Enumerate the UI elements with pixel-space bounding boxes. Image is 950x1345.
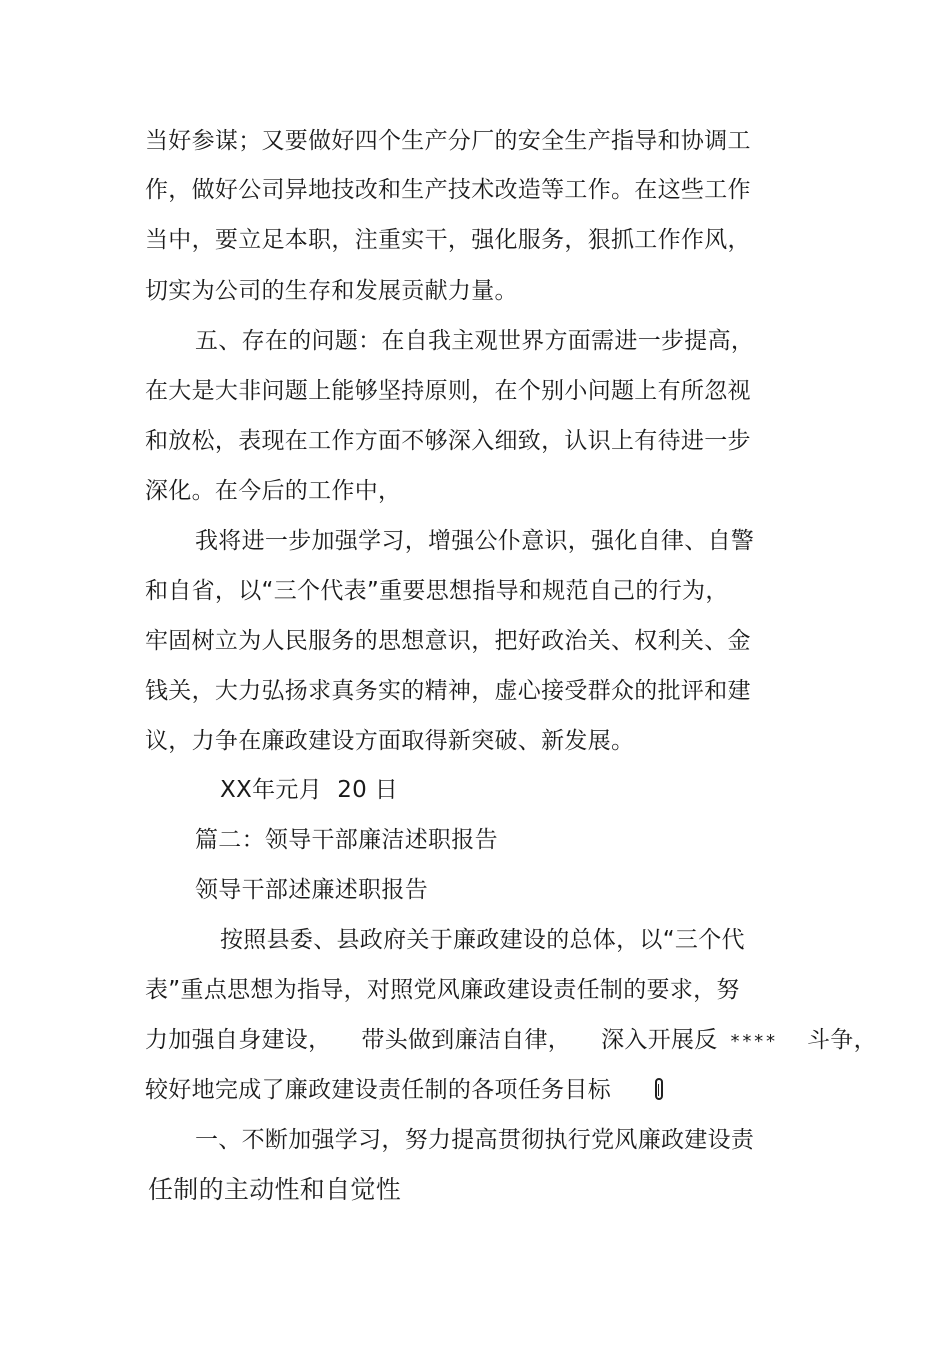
report-title: 领导干部述廉述职报告 [195, 877, 428, 903]
paragraph-start-line: 五、存在的问题：在自我主观世界方面需进一步提高， [195, 328, 755, 354]
text-line: 钱关，大力弘扬求真务实的精神，虚心接受群众的批评和建 [145, 678, 751, 704]
text-segment: 力加强自身建设， [145, 1027, 332, 1053]
text-line: 牢固树立为人民服务的思想意识，把好政治关、权利关、金 [145, 628, 751, 654]
section-heading-continuation: 任制的主动性和自觉性 [148, 1175, 402, 1204]
section-heading: 篇二：领导干部廉洁述职报告 [195, 827, 498, 853]
text-segment: 斗争， [806, 1027, 877, 1053]
paragraph-start-line: 按照县委、县政府关于廉政建设的总体，以“三个代 [220, 927, 745, 953]
text-line: 和自省，以“三个代表”重要思想指导和规范自己的行为， [145, 578, 729, 604]
date-line: XX年元月 20 日 [220, 777, 399, 803]
text-line: 深化。在今后的工作中， [145, 478, 402, 504]
section-heading-line: 一、不断加强学习，努力提高贯彻执行党风廉政建设责 [195, 1127, 755, 1153]
text-line: 切实为公司的生存和发展贡献力量。 [145, 278, 518, 304]
text-line: 较好地完成了廉政建设责任制的各项任务目标 [145, 1077, 611, 1103]
text-segment: 深入开展反 [601, 1027, 718, 1053]
text-line: 当中，要立足本职，注重实干，强化服务，狠抓工作作风， [145, 227, 751, 253]
text-line: 在大是大非问题上能够坚持原则，在个别小问题上有所忽视 [145, 378, 751, 404]
censored-text: **** [729, 1031, 777, 1052]
paperclip-icon [655, 1078, 663, 1100]
text-line: 作，做好公司异地技改和生产技术改造等工作。在这些工作 [145, 177, 751, 203]
text-line-spaced [145, 1025, 877, 1057]
text-line: 当好参谋；又要做好四个生产分厂的安全生产指导和协调工 [145, 128, 751, 154]
text-line: 表”重点思想为指导，对照党风廉政建设责任制的要求，努 [145, 977, 740, 1003]
text-line: 和放松，表现在工作方面不够深入细致，认识上有待进一步 [145, 428, 751, 454]
text-line: 议，力争在廉政建设方面取得新突破、新发展。 [145, 728, 635, 754]
text-segment: 带头做到廉洁自律， [361, 1027, 572, 1053]
paragraph-start-line: 我将进一步加强学习，增强公仆意识，强化自律、自警 [195, 528, 755, 554]
